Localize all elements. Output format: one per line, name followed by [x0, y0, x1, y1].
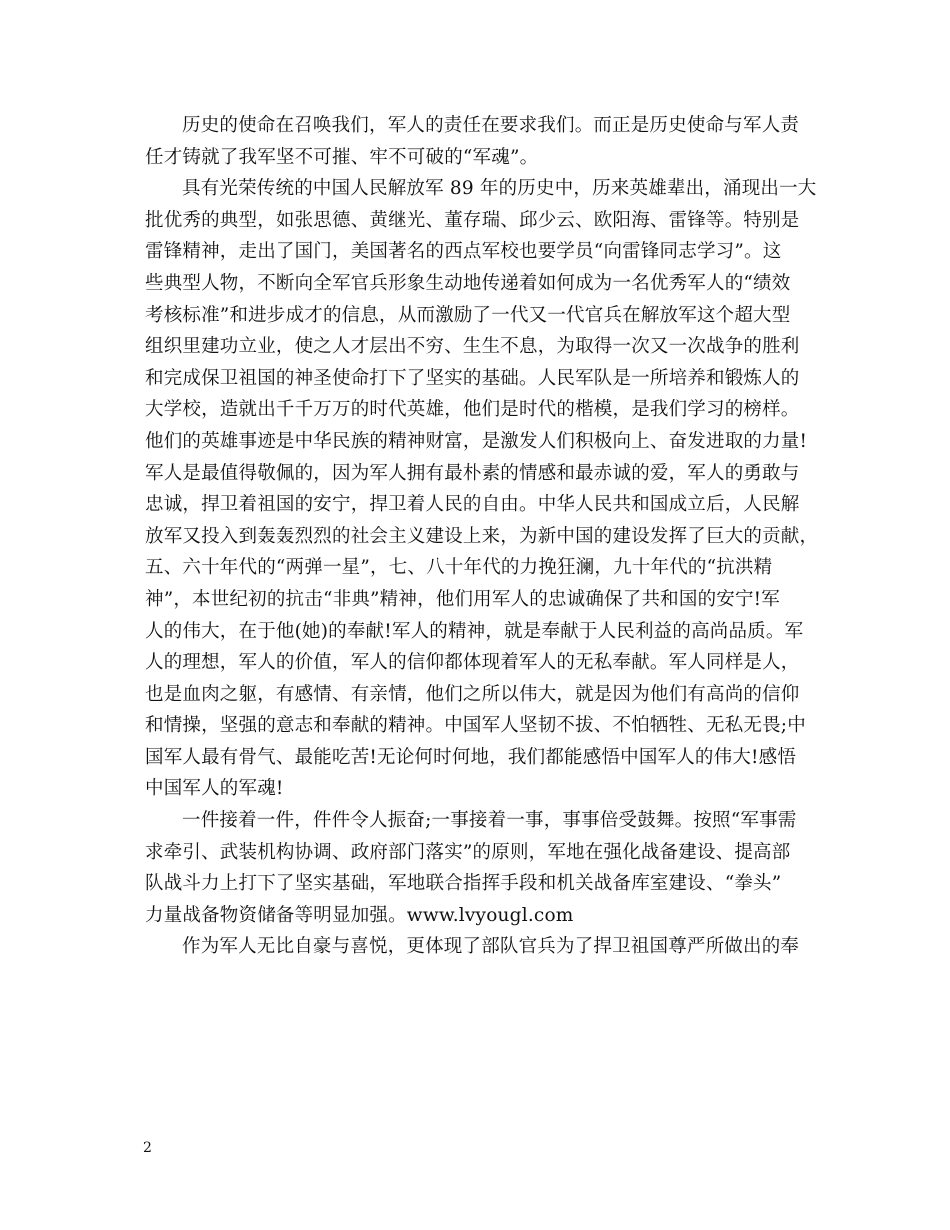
text-line: 忠诚，捍卫着祖国的安宁，捍卫着人民的自由。中华人民共和国成立后，人民解 — [145, 494, 800, 516]
text-line: 任才铸就了我军坚不可摧、牢不可破的“军魂”。 — [145, 146, 539, 168]
text-line: 组织里建功立业，使之人才层出不穷、生生不息，为取得一次又一次战争的胜利 — [145, 336, 800, 358]
paragraph-4 — [145, 931, 825, 963]
paragraph-3 — [145, 805, 825, 931]
text-line: 雷锋精神，走出了国门，美国著名的西点军校也要学员“向雷锋同志学习”。这 — [145, 241, 782, 263]
text-line: 作为军人无比自豪与喜悦，更体现了部队官兵为了捍卫祖国尊严所做出的奉 — [182, 936, 800, 958]
text-line: 一件接着一件，件件令人振奋;一事接着一事，事事倍受鼓舞。按照“军事需 — [182, 810, 797, 832]
page-number: 2 — [143, 1140, 152, 1156]
text-line: 队战斗力上打下了坚实基础，军地联合指挥手段和机关战备库室建设、“拳头” — [145, 873, 782, 895]
text-line: 神”，本世纪初的抗击“非典”精神，他们用军人的忠诚确保了共和国的安宁!军 — [145, 588, 781, 610]
text-line: 些典型人物，不断向全军官兵形象生动地传递着如何成为一名优秀军人的“绩效 — [145, 272, 791, 294]
text-line: 批优秀的典型，如张思德、黄继光、董存瑞、邱少云、欧阳海、雷锋等。特别是 — [145, 209, 800, 231]
text-line: 求牵引、武装机构协调、政府部门落实”的原则，军地在强化战备建设、提高部 — [145, 841, 791, 863]
text-line: 国军人最有骨气、最能吃苦!无论何时何地，我们都能感悟中国军人的伟大!感悟 — [145, 746, 797, 768]
text-line: 考核标准”和进步成才的信息，从而激励了一代又一代官兵在解放军这个超大型 — [145, 304, 791, 326]
text-line: 具有光荣传统的中国人民解放军 89 年的历史中，历来英雄辈出，涌现出一大 — [182, 178, 817, 200]
text-line: 也是血肉之躯，有感情、有亲情，他们之所以伟大，就是因为他们有高尚的信仰 — [145, 683, 800, 705]
text-line: 大学校，造就出千千万万的时代英雄，他们是时代的楷模，是我们学习的榜样。 — [145, 399, 800, 421]
paragraph-1 — [145, 110, 825, 173]
text-line: 力量战备物资储备等明显加强。www.lvyougl.com — [145, 904, 574, 926]
text-line: 和完成保卫祖国的神圣使命打下了坚实的基础。人民军队是一所培养和锻炼人的 — [145, 367, 800, 389]
text-line: 历史的使命在召唤我们，军人的责任在要求我们。而正是历史使命与军人责 — [182, 115, 800, 136]
text-line: 五、六十年代的“两弹一星”，七、八十年代的力挽狂澜，九十年代的“抗洪精 — [145, 557, 773, 579]
text-line: 和情操，坚强的意志和奉献的精神。中国军人坚韧不拔、不怕牺牲、无私无畏;中 — [145, 715, 806, 737]
text-line: 中国军人的军魂! — [145, 778, 284, 800]
paragraph-2 — [145, 173, 825, 805]
text-line: 放军又投入到轰轰烈烈的社会主义建设上来，为新中国的建设发挥了巨大的贡献， — [145, 525, 819, 547]
body-text — [145, 110, 825, 963]
text-line: 人的伟大，在于他(她)的奉献!军人的精神，就是奉献于人民利益的高尚品质。军 — [145, 620, 804, 642]
text-line: 他们的英雄事迹是中华民族的精神财富，是激发人们积极向上、奋发进取的力量! — [145, 430, 808, 452]
text-line: 军人是最值得敬佩的，因为军人拥有最朴素的情感和最赤诚的爱，军人的勇敢与 — [145, 462, 800, 484]
text-line: 人的理想，军人的价值，军人的信仰都体现着军人的无私奉献。军人同样是人， — [145, 652, 800, 674]
